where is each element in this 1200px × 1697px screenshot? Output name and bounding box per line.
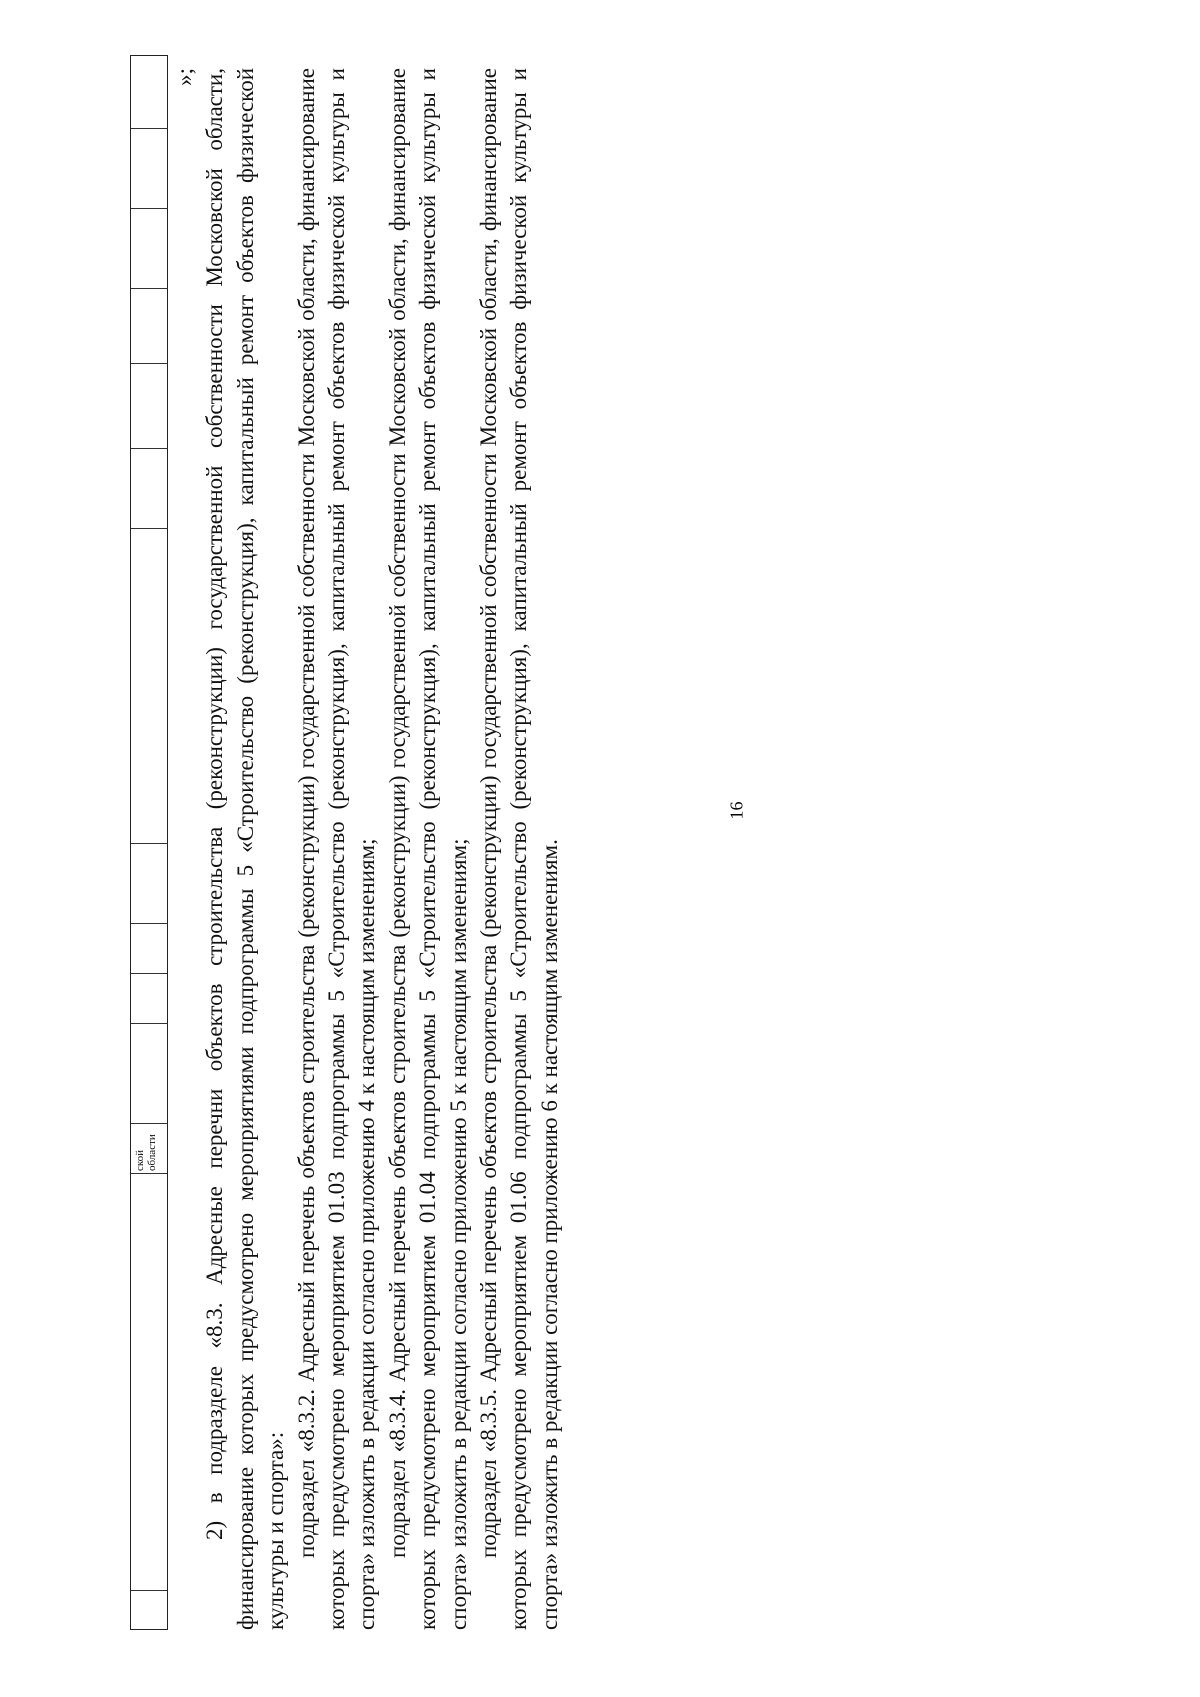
document-body	[170, 68, 565, 1630]
table-cell-text: ской области	[134, 1134, 158, 1171]
page-number: 16	[726, 801, 747, 820]
rotated-content	[130, 50, 690, 1630]
paragraph-8-3-4: подраздел «8.3.4. Адресный перечень объектов строительства (реконструкции) государственной собственности Московской области, финансирование которых предусмотрено мероприятием 01.04 подпрограммы 5 «Строительство (реконструкция), капитальный ремонт объектов физической культуры и спорта» изложить в редакции согласно приложению 5 к настоящим изменениям;	[384, 68, 471, 1630]
paragraph-8-3-2: подраздел «8.3.2. Адресный перечень объектов строительства (реконструкции) государственной собственности Московской области, финансирование которых предусмотрено мероприятием 01.03 подпрограммы 5 «Строительство (реконструкция), капитальный ремонт объектов физической культуры и спорта» изложить в редакции согласно приложению 4 к настоящим изменениям;	[293, 68, 380, 1630]
paragraph-intro: 2) в подразделе «8.3. Адресные перечни объектов строительства (реконструкции) государственной собственности Московской области, финансирование которых предусмотрено мероприятиями подпрограммы 5 «Строительство (реконструкция), капитальный ремонт объектов физической культуры и спорта»:	[202, 68, 289, 1630]
paragraph-8-3-5: подраздел «8.3.5. Адресный перечень объектов строительства (реконструкции) государственной собственности Московской области, финансирование которых предусмотрено мероприятием 01.06 подпрограммы 5 «Строительство (реконструкция), капитальный ремонт объектов физической культуры и спорта» изложить в редакции согласно приложению 6 к настоящим изменениям.	[476, 68, 562, 1630]
closing-quote-mark: »;	[172, 68, 197, 86]
table-fragment	[130, 55, 168, 1630]
